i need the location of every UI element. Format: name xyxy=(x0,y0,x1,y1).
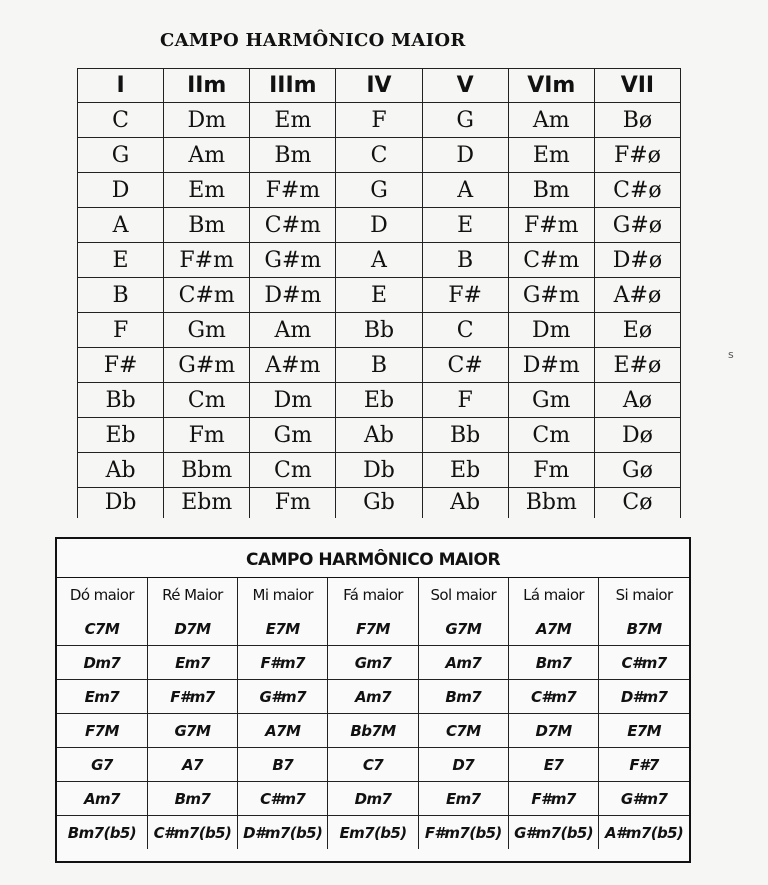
table-row xyxy=(78,348,681,383)
chord-cell: C#m7 xyxy=(508,680,598,714)
chord-cell: B xyxy=(336,348,422,383)
chord-cell: Ab xyxy=(422,488,508,519)
chord-cell: Bbm xyxy=(164,453,250,488)
chord-cell: C xyxy=(78,103,164,138)
chord-cell: Bm xyxy=(164,208,250,243)
chord-cell: A7 xyxy=(147,748,237,782)
chord-cell: A xyxy=(422,173,508,208)
chord-cell: Gm7 xyxy=(328,646,418,680)
chord-cell: A7M xyxy=(238,714,328,748)
chord-cell: E xyxy=(78,243,164,278)
chord-cell: F xyxy=(78,313,164,348)
chord-cell: Ab xyxy=(78,453,164,488)
chord-cell: G#m7(b5) xyxy=(508,816,598,850)
chord-cell: C#m xyxy=(250,208,336,243)
chord-cell: Am7 xyxy=(328,680,418,714)
chord-cell: F#m7 xyxy=(508,782,598,816)
chord-cell: E7M xyxy=(238,612,328,646)
chord-cell: A7M xyxy=(508,612,598,646)
page-title: CAMPO HARMÔNICO MAIOR xyxy=(160,30,466,51)
chord-cell: C#m7(b5) xyxy=(147,816,237,850)
chord-cell: D xyxy=(78,173,164,208)
chord-cell: E#ø xyxy=(594,348,680,383)
chord-cell: A xyxy=(78,208,164,243)
chord-cell: Eb xyxy=(422,453,508,488)
chord-cell: Dm7 xyxy=(328,782,418,816)
chord-cell: F#m xyxy=(508,208,594,243)
chord-cell: Dm7 xyxy=(57,646,147,680)
chord-cell: D#ø xyxy=(594,243,680,278)
chord-cell: Bm7(b5) xyxy=(57,816,147,850)
chord-cell: Db xyxy=(336,453,422,488)
chord-cell: Bm xyxy=(508,173,594,208)
chord-cell: C7M xyxy=(418,714,508,748)
key-header: Fá maior xyxy=(328,578,418,612)
chord-cell: Gm xyxy=(250,418,336,453)
table-row xyxy=(78,138,681,173)
chord-cell: Am7 xyxy=(57,782,147,816)
table-row xyxy=(57,646,689,680)
key-header: Dó maior xyxy=(57,578,147,612)
chord-cell: Eb xyxy=(336,383,422,418)
table-row xyxy=(78,103,681,138)
chord-cell: Bm7 xyxy=(147,782,237,816)
key-header: Sol maior xyxy=(418,578,508,612)
chord-cell: G xyxy=(336,173,422,208)
chord-cell: D#m7(b5) xyxy=(238,816,328,850)
chord-cell: D#m xyxy=(250,278,336,313)
chord-cell: E7M xyxy=(599,714,689,748)
chord-cell: C#m xyxy=(164,278,250,313)
chord-cell: Gm xyxy=(164,313,250,348)
chord-cell: C xyxy=(336,138,422,173)
chord-cell: Cm xyxy=(250,453,336,488)
panel-title: CAMPO HARMÔNICO MAIOR xyxy=(57,539,689,578)
degree-header: IIm xyxy=(164,69,250,103)
chord-cell: Bø xyxy=(594,103,680,138)
chord-cell: Gm xyxy=(508,383,594,418)
chord-cell: Db xyxy=(78,488,164,519)
chord-cell: Bbm xyxy=(508,488,594,519)
chord-cell: Eb xyxy=(78,418,164,453)
chord-cell: B7 xyxy=(238,748,328,782)
chord-cell: G#ø xyxy=(594,208,680,243)
chord-cell: Fm xyxy=(164,418,250,453)
chord-cell: Em7(b5) xyxy=(328,816,418,850)
chord-cell: Bb xyxy=(336,313,422,348)
chord-degree-table xyxy=(77,68,681,518)
chord-cell: Fm xyxy=(508,453,594,488)
chord-cell: A#m xyxy=(250,348,336,383)
chord-cell: Fm xyxy=(250,488,336,519)
table-row xyxy=(57,714,689,748)
chord-cell: E7 xyxy=(508,748,598,782)
chord-cell: Em xyxy=(250,103,336,138)
chord-cell: C# xyxy=(422,348,508,383)
chord-cell: Bb xyxy=(422,418,508,453)
chord-cell: Em7 xyxy=(418,782,508,816)
chord-cell: Gb xyxy=(336,488,422,519)
chord-cell: G#m xyxy=(508,278,594,313)
degree-header: IIIm xyxy=(250,69,336,103)
chord-cell: D#m xyxy=(508,348,594,383)
table-row xyxy=(78,313,681,348)
key-header: Ré Maior xyxy=(147,578,237,612)
chord-cell: E xyxy=(422,208,508,243)
chord-cell: Eø xyxy=(594,313,680,348)
chord-cell: Dm xyxy=(164,103,250,138)
chord-cell: G7M xyxy=(418,612,508,646)
chord-cell: Cø xyxy=(594,488,680,519)
table-row xyxy=(78,278,681,313)
chord-cell: B xyxy=(422,243,508,278)
chord-cell: F#7 xyxy=(599,748,689,782)
chord-cell: D7 xyxy=(418,748,508,782)
chord-cell: D xyxy=(336,208,422,243)
chord-cell: Dø xyxy=(594,418,680,453)
table-row xyxy=(57,748,689,782)
chord-cell: F#ø xyxy=(594,138,680,173)
chord-cell: F7M xyxy=(57,714,147,748)
key-header: Lá maior xyxy=(508,578,598,612)
key-header: Si maior xyxy=(599,578,689,612)
table-row xyxy=(78,243,681,278)
chord-cell: C#m xyxy=(508,243,594,278)
chord-cell: A#ø xyxy=(594,278,680,313)
seventh-chords-table xyxy=(57,578,689,849)
chord-cell: Ab xyxy=(336,418,422,453)
chord-cell: Aø xyxy=(594,383,680,418)
chord-cell: D7M xyxy=(147,612,237,646)
chord-cell: Em xyxy=(164,173,250,208)
table-header-row xyxy=(78,69,681,103)
chord-cell: Cm xyxy=(164,383,250,418)
chord-cell: Bm xyxy=(250,138,336,173)
chord-cell: Bb7M xyxy=(328,714,418,748)
table-row xyxy=(78,383,681,418)
table-row xyxy=(57,680,689,714)
table-row xyxy=(78,173,681,208)
chord-cell: C#ø xyxy=(594,173,680,208)
table-header-row xyxy=(57,578,689,612)
table-row xyxy=(78,453,681,488)
key-header: Mi maior xyxy=(238,578,328,612)
chord-cell: D xyxy=(422,138,508,173)
chord-cell: F xyxy=(422,383,508,418)
chord-cell: F7M xyxy=(328,612,418,646)
chord-cell: F#m7(b5) xyxy=(418,816,508,850)
chord-cell: G xyxy=(422,103,508,138)
chord-cell: Dm xyxy=(508,313,594,348)
chord-cell: A xyxy=(336,243,422,278)
table-row xyxy=(57,816,689,850)
chord-cell: A#m7(b5) xyxy=(599,816,689,850)
chord-cell: C7M xyxy=(57,612,147,646)
chord-cell: C7 xyxy=(328,748,418,782)
chord-cell: Am xyxy=(164,138,250,173)
chord-cell: Bm7 xyxy=(508,646,598,680)
chord-cell: F#m xyxy=(250,173,336,208)
chord-cell: F#m7 xyxy=(147,680,237,714)
chord-cell: F# xyxy=(78,348,164,383)
table-row xyxy=(57,782,689,816)
degree-header: V xyxy=(422,69,508,103)
chord-cell: B xyxy=(78,278,164,313)
table-row xyxy=(57,612,689,646)
chord-cell: B7M xyxy=(599,612,689,646)
chord-cell: Em7 xyxy=(147,646,237,680)
chord-cell: C#m7 xyxy=(599,646,689,680)
chord-cell: F# xyxy=(422,278,508,313)
chord-cell: G#m7 xyxy=(599,782,689,816)
chord-cell: Em7 xyxy=(57,680,147,714)
chord-cell: Cm xyxy=(508,418,594,453)
seventh-chords-panel xyxy=(55,537,691,863)
table-row xyxy=(78,418,681,453)
chord-cell: Dm xyxy=(250,383,336,418)
table-row xyxy=(78,208,681,243)
chord-cell: E xyxy=(336,278,422,313)
chord-cell: G#m xyxy=(250,243,336,278)
stray-mark: ꜱ xyxy=(728,348,734,361)
chord-cell: Bm7 xyxy=(418,680,508,714)
chord-cell: D#m7 xyxy=(599,680,689,714)
chord-cell: Am xyxy=(508,103,594,138)
chord-cell: Bb xyxy=(78,383,164,418)
chord-cell: D7M xyxy=(508,714,598,748)
degree-header: I xyxy=(78,69,164,103)
chord-cell: Am7 xyxy=(418,646,508,680)
chord-cell: F#m7 xyxy=(238,646,328,680)
degree-header: IV xyxy=(336,69,422,103)
chord-cell: G7 xyxy=(57,748,147,782)
table-row xyxy=(78,488,681,519)
chord-cell: C xyxy=(422,313,508,348)
chord-cell: G#m7 xyxy=(238,680,328,714)
chord-cell: Am xyxy=(250,313,336,348)
chord-cell: Gø xyxy=(594,453,680,488)
chord-cell: C#m7 xyxy=(238,782,328,816)
degree-header: VIm xyxy=(508,69,594,103)
degree-header: VII xyxy=(594,69,680,103)
chord-cell: F xyxy=(336,103,422,138)
chord-cell: G7M xyxy=(147,714,237,748)
chord-cell: Ebm xyxy=(164,488,250,519)
chord-cell: G xyxy=(78,138,164,173)
chord-cell: F#m xyxy=(164,243,250,278)
chord-cell: Em xyxy=(508,138,594,173)
chord-cell: G#m xyxy=(164,348,250,383)
